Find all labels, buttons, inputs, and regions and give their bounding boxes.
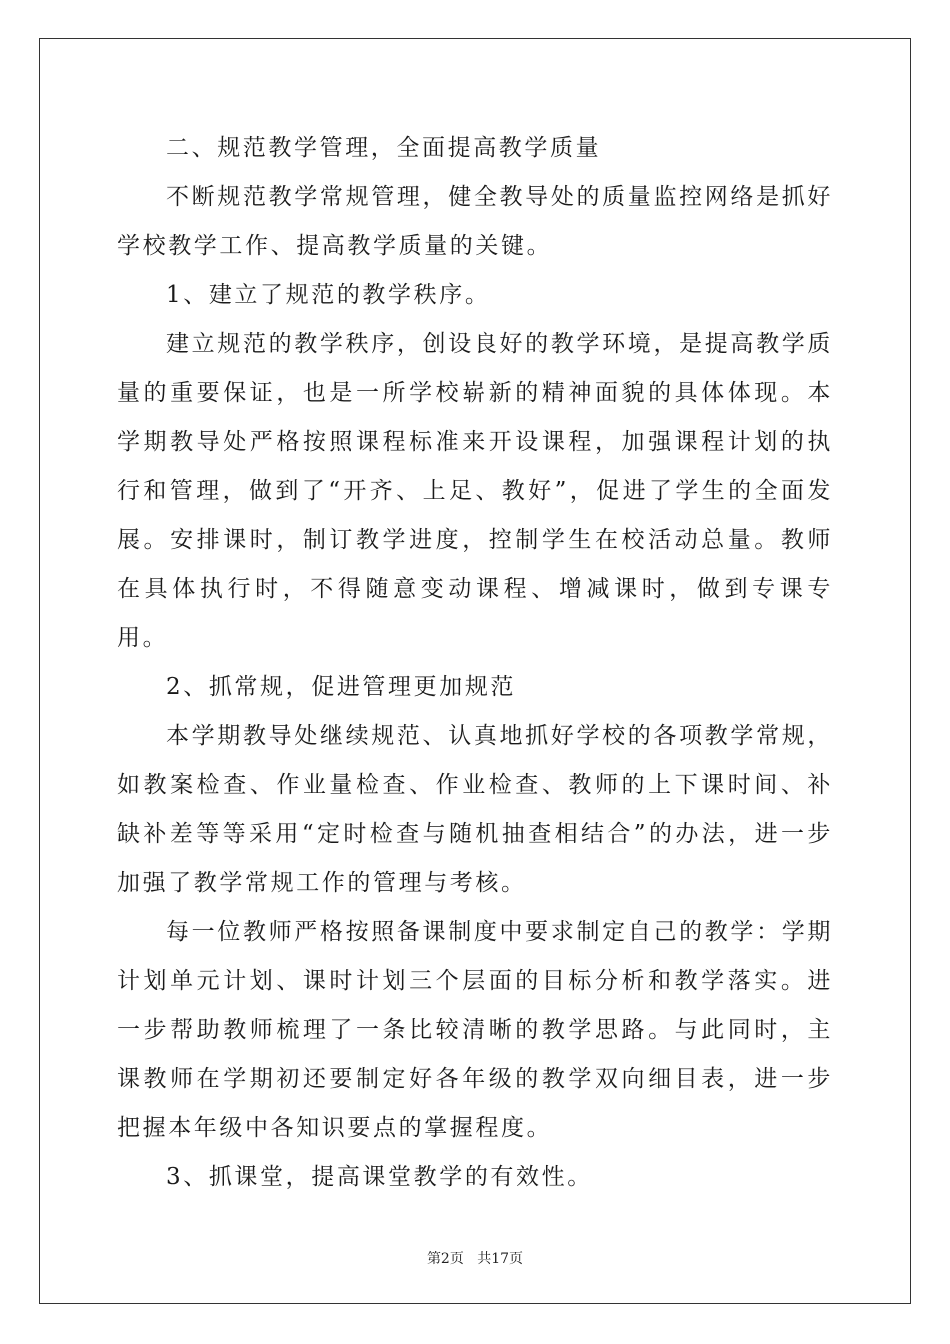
document-body (117, 124, 833, 1202)
page-number: 第2页 (426, 1251, 464, 1267)
paragraph-lesson-planning: 每一位教师严格按照备课制度中要求制定自己的教学：学期计划单元计划、课时计划三个层面的目标分析和教学落实。进一步帮助教师梳理了一条比较清晰的教学思路。与此同时，主课教师在学期初还要制定好各年级的教学双向细目表，进一步把握本年级中各知识要点的掌握程度。 (117, 919, 833, 1141)
page-footer (0, 1248, 950, 1268)
section-heading: 二、规范教学管理，全面提高教学质量 (166, 135, 602, 161)
intro-paragraph: 不断规范教学常规管理，健全教导处的质量监控网络是抓好学校教学工作、提高教学质量的关键。 (117, 184, 833, 259)
paragraph-routine-checks: 本学期教导处继续规范、认真地抓好学校的各项教学常规，如教案检查、作业量检查、作业检查、教师的上下课时间、补缺补差等等采用“定时检查与随机抽查相结合”的办法，进一步加强了教学常规工作的管理与考核。 (117, 723, 833, 896)
page-total: 共17页 (477, 1251, 524, 1267)
subheading-3: 3、抓课堂，提高课堂教学的有效性。 (166, 1164, 593, 1190)
paragraph-teaching-order: 建立规范的教学秩序，创设良好的教学环境，是提高教学质量的重要保证，也是一所学校崭新的精神面貌的具体体现。本学期教导处严格按照课程标准来开设课程，加强课程计划的执行和管理，做到了“开齐、上足、教好”，促进了学生的全面发展。安排课时，制订教学进度，控制学生在校活动总量。教师在具体执行时，不得随意变动课程、增减课时，做到专课专用。 (117, 331, 833, 651)
subheading-2: 2、抓常规，促进管理更加规范 (166, 674, 517, 700)
subheading-1: 1、建立了规范的教学秩序。 (166, 282, 491, 308)
